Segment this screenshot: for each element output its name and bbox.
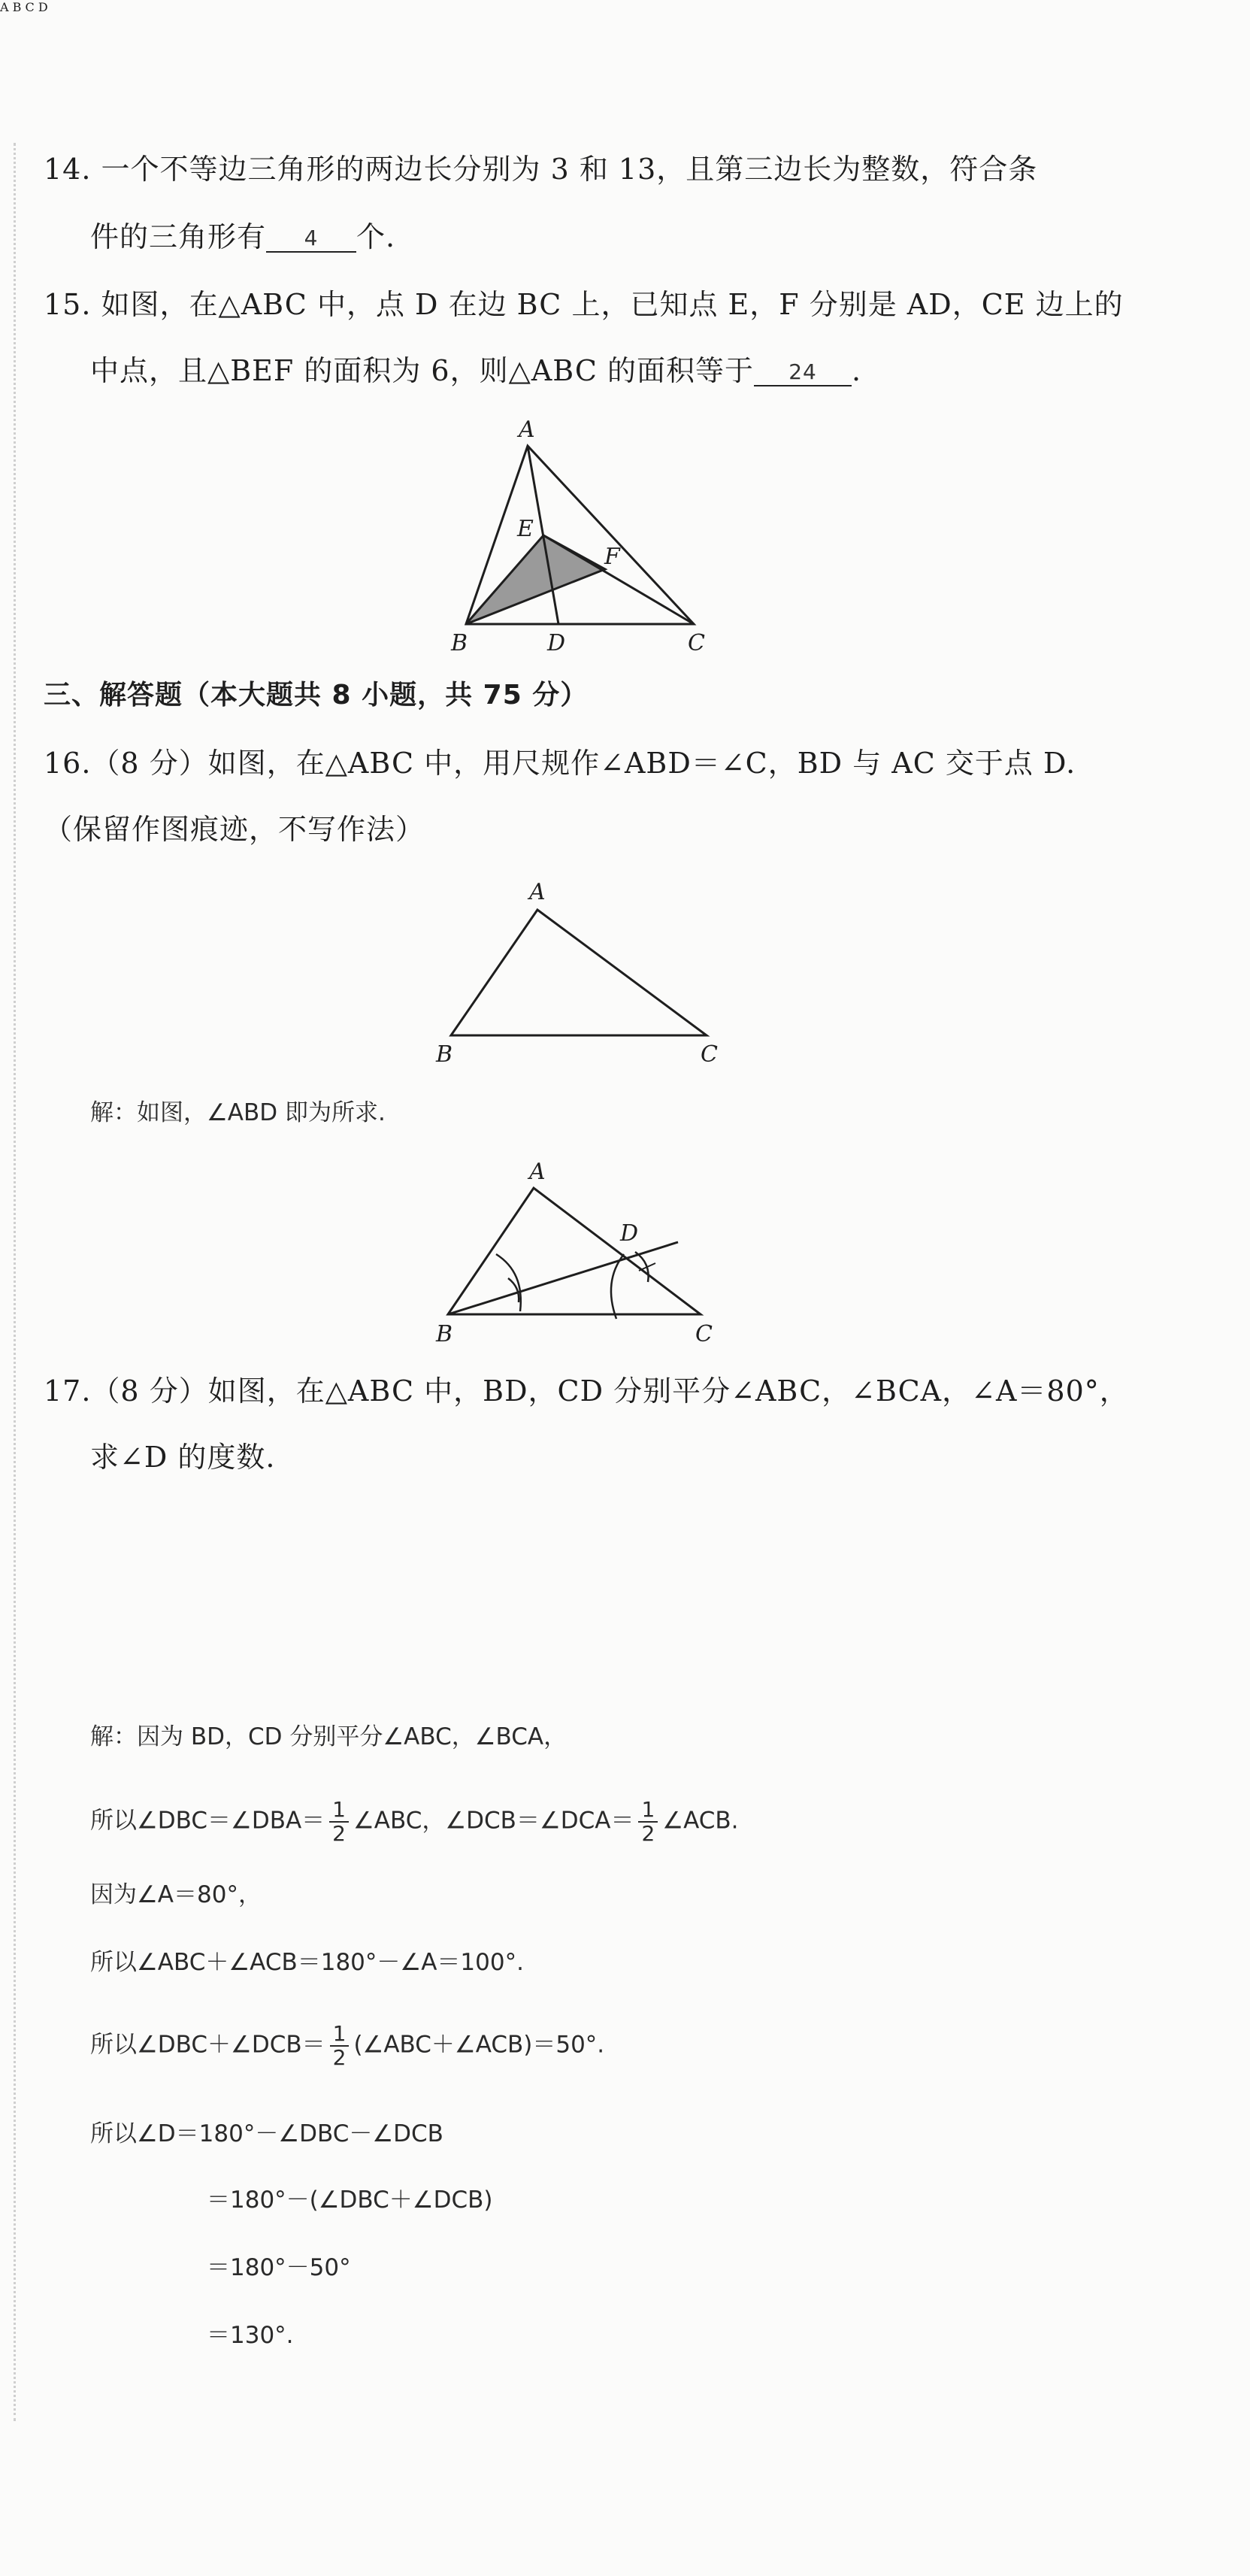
q15-answer-blank: 24: [754, 359, 852, 386]
q17-label-c: C: [25, 0, 35, 14]
q16-triangle-abc: [451, 910, 707, 1035]
fraction-denominator: 2: [332, 1821, 346, 1846]
fraction-one-half: [330, 2023, 350, 2069]
q14-text-b: 个.: [356, 220, 396, 253]
q16-figure: [436, 872, 737, 1068]
q17-sol-step8: ＝180°－50°: [207, 2254, 351, 2281]
q15-label-e: E: [517, 516, 534, 542]
q16-sol-label-a: A: [529, 1159, 546, 1185]
fraction-numerator: 1: [638, 1799, 658, 1823]
q14-answer-blank: 4: [266, 226, 356, 253]
q17-sol-step9: ＝130°.: [207, 2322, 294, 2349]
q16-sol-label-c: C: [695, 1321, 713, 1347]
q17-sol-step1: 解：因为 BD，CD 分别平分∠ABC，∠BCA，: [90, 1723, 567, 1750]
q17-sol-step2-c: ∠ACB.: [662, 1807, 739, 1835]
q15-figure: [436, 410, 737, 658]
fraction-one-half: [329, 1799, 349, 1845]
q17-sol-step2-b: ∠ABC，∠DCB＝∠DCA＝: [353, 1807, 634, 1835]
q17-label-b: B: [12, 0, 22, 14]
q17-sol-step3: 因为∠A＝80°，: [90, 1881, 262, 1908]
fraction-denominator: 2: [641, 1821, 655, 1846]
q15-label-f: F: [604, 544, 620, 570]
section-3-note: （本大题共 8 小题，共 75 分）: [183, 680, 589, 711]
q16-line2: （保留作图痕迹，不写作法）: [44, 813, 425, 846]
q15-label-d: D: [547, 630, 566, 656]
q16-sol-label-b: B: [436, 1321, 453, 1347]
q16-sol-label-d: D: [620, 1220, 639, 1247]
q17-line1: 17.（8 分）如图，在△ABC 中，BD，CD 分别平分∠ABC，∠BCA，∠A＝80°，: [44, 1374, 1129, 1408]
fraction-numerator: 1: [330, 2023, 350, 2047]
q17-label-d: D: [38, 0, 48, 14]
fraction-denominator: 2: [332, 2045, 347, 2070]
section-3-heading: [44, 677, 588, 714]
q17-sol-step5-a: 所以∠DBC＋∠DCB＝: [90, 2031, 325, 2059]
q14-line1: 14. 一个不等边三角形的两边长分别为 3 和 13，且第三边长为整数，符合条: [44, 153, 1038, 186]
q17-sol-step5: [90, 2023, 604, 2069]
q15-line2: [90, 352, 861, 389]
q15-shaded-triangle-bef: [466, 535, 605, 624]
q17-label-a: A: [0, 0, 9, 14]
q14-text-a: 件的三角形有: [90, 220, 267, 253]
q15-text-a: 中点，且△BEF 的面积为 6，则△ABC 的面积等于: [90, 354, 755, 387]
q16-label-b: B: [436, 1041, 453, 1068]
fraction-numerator: 1: [329, 1799, 349, 1823]
q16-sol-triangle-abc: [448, 1188, 701, 1314]
q17-sol-step4: 所以∠ABC＋∠ACB＝180°－∠A＝100°.: [90, 1949, 524, 1976]
q15-line1: 15. 如图，在△ABC 中，点 D 在边 BC 上，已知点 E，F 分别是 AD，CE 边上的: [44, 288, 1124, 321]
q16-solution: 解：如图，∠ABD 即为所求.: [90, 1099, 386, 1126]
q16-solution-figure: [436, 1158, 737, 1353]
q16-sol-ray-bd: [448, 1242, 678, 1314]
fraction-one-half: [638, 1799, 658, 1845]
q17-sol-step2-a: 所以∠DBC＝∠DBA＝: [90, 1807, 325, 1835]
q17-sol-step7: ＝180°－(∠DBC＋∠DCB): [207, 2187, 493, 2214]
q15-label-c: C: [688, 630, 705, 656]
section-3-title: 三、解答题: [44, 680, 183, 711]
q16-construction-arc-at-c: [611, 1254, 624, 1319]
q17-sol-step6: 所以∠D＝180°－∠DBC－∠DCB: [90, 2120, 443, 2147]
q17-line2: 求∠D 的度数.: [90, 1441, 276, 1474]
q15-label-a: A: [519, 417, 535, 443]
q15-text-b: .: [852, 354, 862, 387]
q17-figure: [428, 1504, 744, 1699]
q17-sol-step2: [90, 1799, 739, 1845]
q16-line1: 16.（8 分）如图，在△ABC 中，用尺规作∠ABD＝∠C，BD 与 AC 交于点 D.: [44, 747, 1076, 780]
margin-dotted-rule: [14, 143, 16, 2421]
q17-sol-step5-b: (∠ABC＋∠ACB)＝50°.: [353, 2031, 605, 2059]
q14-line2: [90, 218, 395, 256]
q15-label-b: B: [451, 630, 468, 656]
q16-label-c: C: [701, 1041, 718, 1068]
q16-construction-arc-at-b: [496, 1254, 521, 1311]
q16-label-a: A: [529, 879, 546, 905]
